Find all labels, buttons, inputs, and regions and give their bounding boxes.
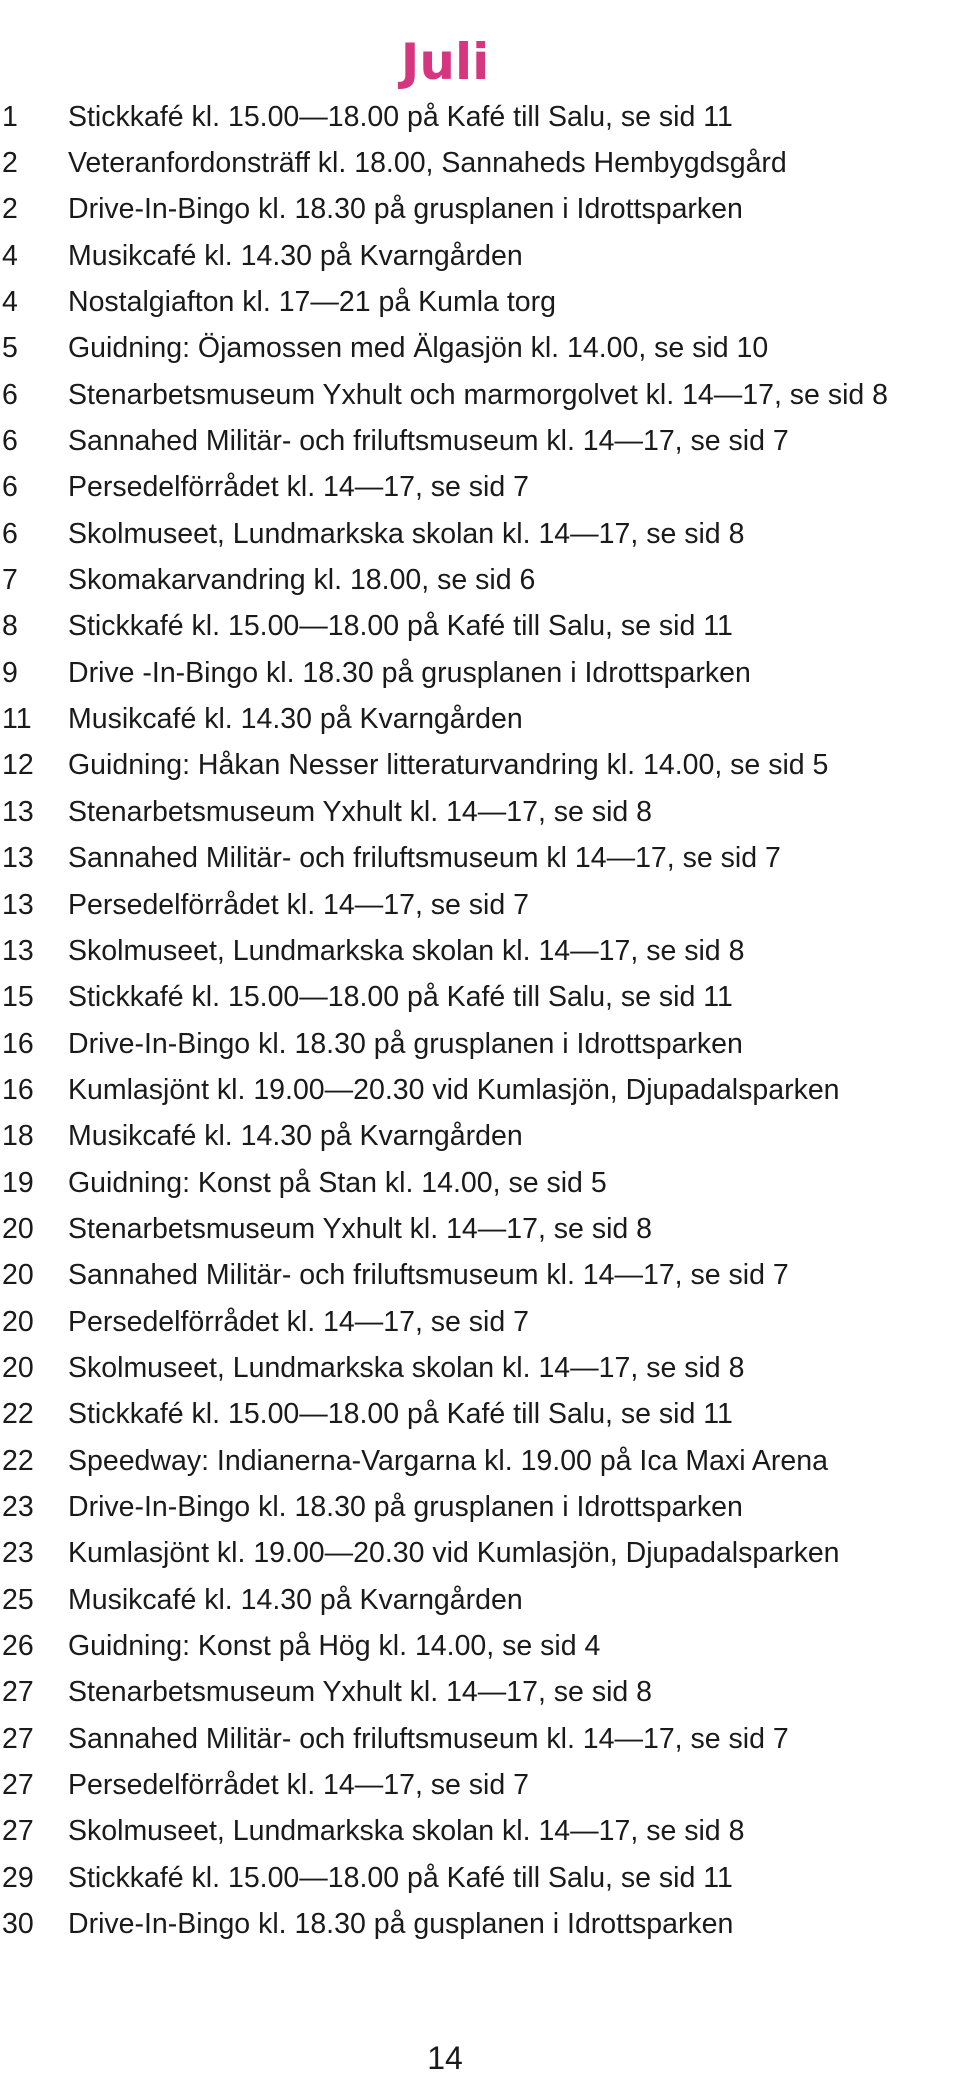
- list-item: [0, 604, 960, 650]
- list-item: [0, 1901, 960, 1947]
- event-text: Sannahed Militär- och friluftsmuseum kl 14—17, se sid 7: [68, 842, 781, 875]
- event-day: 6: [2, 378, 18, 411]
- list-item: [0, 1762, 960, 1808]
- event-text: Skolmuseet, Lundmarkska skolan kl. 14—17, se sid 8: [68, 934, 745, 967]
- page-title: Juli: [400, 32, 490, 91]
- list-item: [0, 836, 960, 882]
- list-item: [0, 975, 960, 1021]
- event-text: Drive-In-Bingo kl. 18.30 på gusplanen i Idrottsparken: [68, 1908, 734, 1941]
- list-item: [0, 1206, 960, 1252]
- event-day: 20: [2, 1351, 34, 1384]
- event-day: 2: [2, 193, 18, 226]
- list-item: [0, 1531, 960, 1577]
- event-day: 1: [2, 100, 18, 133]
- event-day: 27: [2, 1769, 34, 1802]
- list-item: [0, 696, 960, 742]
- event-text: Musikcafé kl. 14.30 på Kvarngården: [68, 239, 523, 272]
- list-item: [0, 789, 960, 835]
- event-text: Stenarbetsmuseum Yxhult och marmorgolvet kl. 14—17, se sid 8: [68, 378, 889, 411]
- event-text: Nostalgiafton kl. 17—21 på Kumla torg: [68, 286, 556, 319]
- list-item: [0, 1809, 960, 1855]
- list-item: [0, 418, 960, 464]
- event-day: 29: [2, 1861, 34, 1894]
- event-day: 13: [2, 934, 34, 967]
- event-text: Drive-In-Bingo kl. 18.30 på grusplanen i Idrottsparken: [68, 1027, 743, 1060]
- event-text: Speedway: Indianerna-Vargarna kl. 19.00 på Ica Maxi Arena: [68, 1444, 828, 1477]
- event-text: Skolmuseet, Lundmarkska skolan kl. 14—17, se sid 8: [68, 1815, 745, 1848]
- event-text: Stenarbetsmuseum Yxhult kl. 14—17, se sid 8: [68, 795, 653, 828]
- list-item: [0, 511, 960, 557]
- event-day: 8: [2, 610, 18, 643]
- event-day: 11: [2, 703, 32, 736]
- event-day: 4: [2, 239, 18, 272]
- event-text: Skomakarvandring kl. 18.00, se sid 6: [68, 564, 536, 597]
- event-day: 30: [2, 1908, 34, 1941]
- list-item: [0, 465, 960, 511]
- list-item: [0, 1855, 960, 1901]
- event-day: 20: [2, 1305, 34, 1338]
- event-day: 23: [2, 1537, 34, 1570]
- event-day: 9: [2, 656, 18, 689]
- event-text: Persedelförrådet kl. 14—17, se sid 7: [68, 1769, 529, 1802]
- event-text: Guidning: Håkan Nesser litteraturvandring kl. 14.00, se sid 5: [68, 749, 829, 782]
- event-text: Sannahed Militär- och friluftsmuseum kl. 14—17, se sid 7: [68, 1259, 789, 1292]
- event-text: Musikcafé kl. 14.30 på Kvarngården: [68, 1583, 523, 1616]
- event-day: 7: [2, 564, 18, 597]
- list-item: [0, 1114, 960, 1160]
- event-text: Drive-In-Bingo kl. 18.30 på grusplanen i Idrottsparken: [68, 193, 743, 226]
- list-item: [0, 1299, 960, 1345]
- event-text: Stenarbetsmuseum Yxhult kl. 14—17, se sid 8: [68, 1676, 653, 1709]
- event-text: Stickkafé kl. 15.00—18.00 på Kafé till Salu, se sid 11: [68, 981, 733, 1014]
- list-item: [0, 1716, 960, 1762]
- event-day: 4: [2, 286, 18, 319]
- event-text: Musikcafé kl. 14.30 på Kvarngården: [68, 1120, 523, 1153]
- event-day: 2: [2, 147, 18, 180]
- event-text: Persedelförrådet kl. 14—17, se sid 7: [68, 888, 529, 921]
- event-day: 27: [2, 1676, 34, 1709]
- list-item: [0, 140, 960, 186]
- event-list: [0, 94, 960, 1948]
- list-item: [0, 650, 960, 696]
- event-text: Persedelförrådet kl. 14—17, se sid 7: [68, 471, 529, 504]
- list-item: [0, 187, 960, 233]
- event-text: Guidning: Öjamossen med Älgasjön kl. 14.00, se sid 10: [68, 332, 769, 365]
- event-day: 25: [2, 1583, 34, 1616]
- list-item: [0, 1484, 960, 1530]
- event-day: 16: [2, 1073, 34, 1106]
- event-day: 13: [2, 842, 34, 875]
- event-day: 20: [2, 1259, 34, 1292]
- event-text: Stenarbetsmuseum Yxhult kl. 14—17, se sid 8: [68, 1212, 653, 1245]
- event-text: Sannahed Militär- och friluftsmuseum kl. 14—17, se sid 7: [68, 425, 789, 458]
- event-text: Persedelförrådet kl. 14—17, se sid 7: [68, 1305, 529, 1338]
- event-day: 13: [2, 888, 34, 921]
- event-text: Veteranfordonsträff kl. 18.00, Sannaheds Hembygdsgård: [68, 147, 787, 180]
- event-day: 20: [2, 1212, 34, 1245]
- event-day: 6: [2, 471, 18, 504]
- event-text: Skolmuseet, Lundmarkska skolan kl. 14—17, se sid 8: [68, 517, 745, 550]
- list-item: [0, 1392, 960, 1438]
- list-item: [0, 1623, 960, 1669]
- event-day: 15: [2, 981, 34, 1014]
- event-day: 22: [2, 1444, 34, 1477]
- event-text: Kumlasjönt kl. 19.00—20.30 vid Kumlasjön, Djupadalsparken: [68, 1537, 840, 1570]
- event-text: Stickkafé kl. 15.00—18.00 på Kafé till Salu, se sid 11: [68, 1398, 733, 1431]
- list-item: [0, 1670, 960, 1716]
- list-item: [0, 233, 960, 279]
- event-text: Sannahed Militär- och friluftsmuseum kl. 14—17, se sid 7: [68, 1722, 789, 1755]
- event-text: Skolmuseet, Lundmarkska skolan kl. 14—17, se sid 8: [68, 1351, 745, 1384]
- event-day: 27: [2, 1722, 34, 1755]
- event-day: 22: [2, 1398, 34, 1431]
- event-text: Drive -In-Bingo kl. 18.30 på grusplanen i Idrottsparken: [68, 656, 751, 689]
- page-number: 14: [427, 2040, 463, 2076]
- event-text: Stickkafé kl. 15.00—18.00 på Kafé till Salu, se sid 11: [68, 100, 733, 133]
- list-item: [0, 1067, 960, 1113]
- event-text: Stickkafé kl. 15.00—18.00 på Kafé till Salu, se sid 11: [68, 1861, 733, 1894]
- event-day: 19: [2, 1166, 34, 1199]
- list-item: [0, 1438, 960, 1484]
- event-day: 26: [2, 1630, 34, 1663]
- event-day: 5: [2, 332, 18, 365]
- event-day: 18: [2, 1120, 34, 1153]
- list-item: [0, 557, 960, 603]
- event-text: Guidning: Konst på Stan kl. 14.00, se sid 5: [68, 1166, 607, 1199]
- list-item: [0, 94, 960, 140]
- list-item: [0, 279, 960, 325]
- event-day: 13: [2, 795, 34, 828]
- list-item: [0, 326, 960, 372]
- list-item: [0, 372, 960, 418]
- event-day: 23: [2, 1490, 34, 1523]
- list-item: [0, 1160, 960, 1206]
- list-item: [0, 1021, 960, 1067]
- list-item: [0, 928, 960, 974]
- list-item: [0, 1577, 960, 1623]
- event-text: Musikcafé kl. 14.30 på Kvarngården: [68, 703, 523, 736]
- event-text: Stickkafé kl. 15.00—18.00 på Kafé till Salu, se sid 11: [68, 610, 733, 643]
- event-day: 16: [2, 1027, 34, 1060]
- event-text: Guidning: Konst på Hög kl. 14.00, se sid 4: [68, 1630, 601, 1663]
- event-day: 6: [2, 425, 18, 458]
- event-text: Kumlasjönt kl. 19.00—20.30 vid Kumlasjön, Djupadalsparken: [68, 1073, 840, 1106]
- list-item: [0, 1253, 960, 1299]
- list-item: [0, 1345, 960, 1391]
- event-day: 27: [2, 1815, 34, 1848]
- event-day: 6: [2, 517, 18, 550]
- list-item: [0, 882, 960, 928]
- event-day: 12: [2, 749, 34, 782]
- list-item: [0, 743, 960, 789]
- event-text: Drive-In-Bingo kl. 18.30 på grusplanen i Idrottsparken: [68, 1490, 743, 1523]
